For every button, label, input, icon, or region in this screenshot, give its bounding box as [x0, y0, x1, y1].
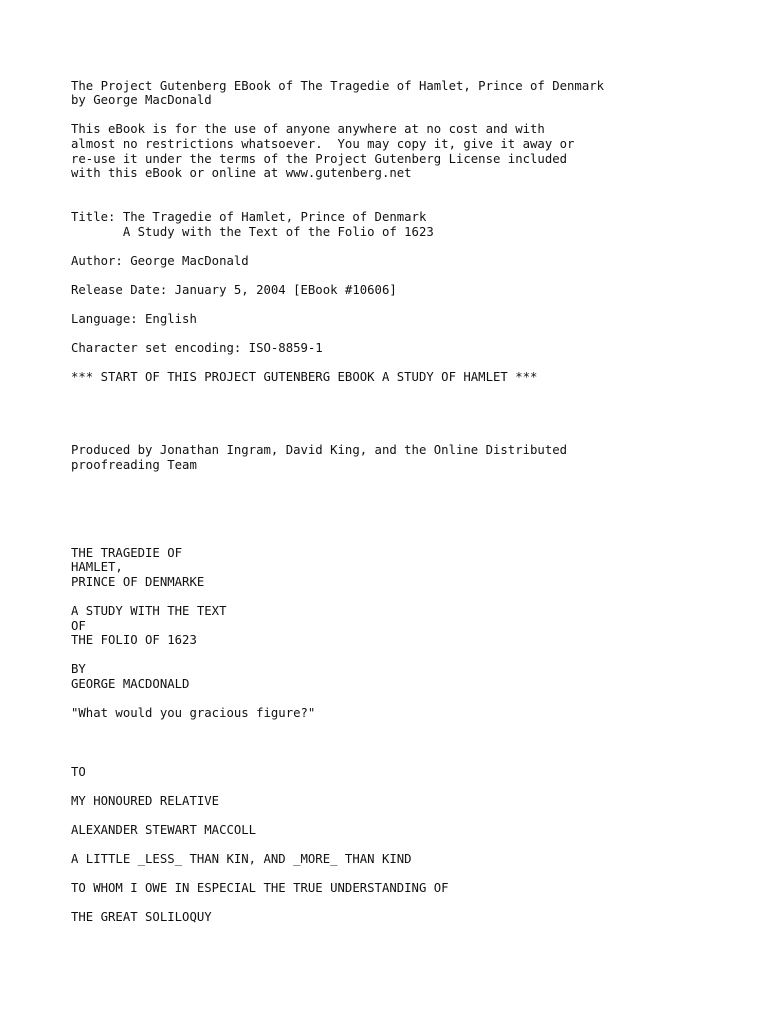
text-line	[71, 64, 751, 79]
text-line: Character set encoding: ISO-8859-1	[71, 341, 323, 356]
text-line	[71, 531, 751, 546]
document-text	[71, 64, 751, 925]
text-line: MY HONOURED RELATIVE	[71, 793, 220, 808]
text-line: TO WHOM I OWE IN ESPECIAL THE TRUE UNDERSTANDING OF	[71, 881, 449, 896]
text-line	[71, 414, 751, 429]
text-line	[71, 896, 751, 911]
text-line: Language: English	[71, 312, 197, 327]
text-line	[71, 516, 751, 531]
text-line	[71, 779, 751, 794]
text-line: THE GREAT SOLILOQUY	[71, 910, 212, 925]
text-line: THE TRAGEDIE OF	[71, 545, 183, 560]
text-line: proofreading Team	[71, 458, 197, 473]
text-line: OF	[71, 618, 86, 633]
text-line: HAMLET,	[71, 560, 123, 575]
text-line: A LITTLE _LESS_ THAN KIN, AND _MORE_ THAN KIND	[71, 852, 412, 867]
text-line	[71, 692, 751, 707]
text-line	[71, 181, 751, 196]
text-line	[71, 750, 751, 765]
text-line: GEORGE MACDONALD	[71, 676, 190, 691]
text-line: THE FOLIO OF 1623	[71, 633, 197, 648]
text-line	[71, 735, 751, 750]
text-line	[71, 239, 751, 254]
text-line	[71, 721, 751, 736]
text-line	[71, 808, 751, 823]
text-line	[71, 867, 751, 882]
text-line: re-use it under the terms of the Project Gutenberg License included	[71, 151, 568, 166]
text-line: Produced by Jonathan Ingram, David King, and the Online Distributed	[71, 443, 568, 458]
text-line: with this eBook or online at www.gutenberg.net	[71, 166, 412, 181]
text-line	[71, 487, 751, 502]
text-line: The Project Gutenberg EBook of The Tragedie of Hamlet, Prince of Denmark	[71, 78, 605, 93]
text-line	[71, 108, 751, 123]
text-line	[71, 327, 751, 342]
text-line: almost no restrictions whatsoever. You may copy it, give it away or	[71, 136, 575, 151]
text-line: "What would you gracious figure?"	[71, 706, 316, 721]
text-line	[71, 195, 751, 210]
text-line: ALEXANDER STEWART MACCOLL	[71, 822, 257, 837]
text-line	[71, 385, 751, 400]
text-line	[71, 648, 751, 663]
text-line	[71, 429, 751, 444]
text-line	[71, 298, 751, 313]
text-line	[71, 502, 751, 517]
text-line: A STUDY WITH THE TEXT	[71, 603, 227, 618]
text-line: *** START OF THIS PROJECT GUTENBERG EBOOK A STUDY OF HAMLET ***	[71, 370, 538, 385]
text-line	[71, 356, 751, 371]
text-line	[71, 473, 751, 488]
text-line	[71, 837, 751, 852]
text-line: A Study with the Text of the Folio of 1623	[71, 224, 434, 239]
text-line: PRINCE OF DENMARKE	[71, 574, 205, 589]
text-line	[71, 268, 751, 283]
text-line: TO	[71, 764, 86, 779]
text-line	[71, 400, 751, 415]
text-line: BY	[71, 662, 86, 677]
text-line: Release Date: January 5, 2004 [EBook #10606]	[71, 282, 397, 297]
text-line: This eBook is for the use of anyone anywhere at no cost and with	[71, 122, 545, 137]
text-line: Title: The Tragedie of Hamlet, Prince of Denmark	[71, 209, 427, 224]
text-line: by George MacDonald	[71, 93, 212, 108]
text-line: Author: George MacDonald	[71, 253, 249, 268]
text-line	[71, 589, 751, 604]
